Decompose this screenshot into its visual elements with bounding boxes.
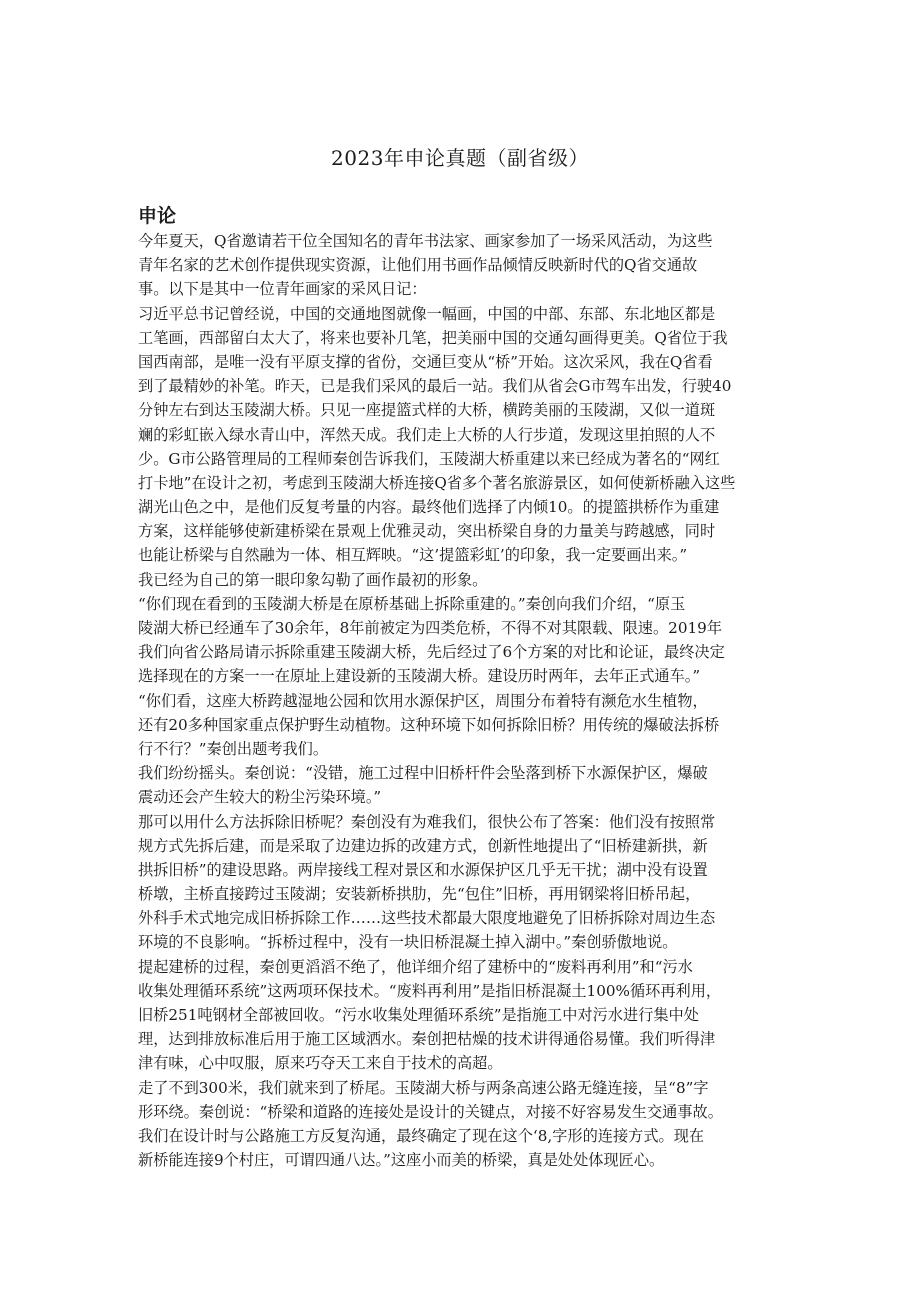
text-line: 我们纷纷摇头。秦创说：“没错，施工过程中旧桥杆件会坠落到桥下水源保护区，爆破 <box>138 764 708 783</box>
text-line: 事。以下是其中一位青年画家的采风日记： <box>138 280 427 299</box>
text-line: 环境的不良影响。“拆桥过程中，没有一块旧桥混凝土掉入湖中。”秦创骄傲地说。 <box>138 933 678 952</box>
text-line: 斓的彩虹嵌入绿水青山中，浑然天成。我们走上大桥的人行步道，发现这里拍照的人不 <box>138 425 716 444</box>
text-line: 我已经为自己的第一眼印象勾勒了画作最初的形象。 <box>138 570 488 589</box>
text-line: 习近平总书记曾经说，中国的交通地图就像一幅画，中国的中部、东部、东北地区都是 <box>138 304 716 323</box>
text-line: 我们向省公路局请示拆除重建玉陵湖大桥，先后经过了6个方案的对比和论证，最终决定 <box>138 643 725 662</box>
text-line: 旧桥251吨钢材全部被回收。“污水收集处理循环系统”是指施工中对污水进行集中处 <box>138 1006 699 1024</box>
text-line: 提起建桥的过程，秦创更滔滔不绝了，他详细介绍了建桥中的“废料再利用”和“污水 <box>138 957 693 976</box>
text-line: 走了不到300米，我们就来到了桥尾。玉陵湖大桥与两条高速公路无缝连接，呈“8”字 <box>138 1078 709 1097</box>
text-line: 方案，这样能够使新建桥梁在景观上优雅灵动，突出桥梁自身的力量美与跨越感，同时 <box>138 522 716 541</box>
text-line: 桥墩，主桥直接跨过玉陵湖；安装新桥拱肋，先“包住”旧桥，再用钢梁将旧桥吊起， <box>138 885 701 904</box>
text-line: 收集处理循环系统”这两项环保技术。“废料再利用”是指旧桥混凝土100%循环再利用， <box>138 981 722 1000</box>
text-line: 规方式先拆后建，而是采取了边建边拆的改建方式，创新性地提出了“旧桥建新拱，新 <box>138 836 708 855</box>
text-line: “你们现在看到的玉陵湖大桥是在原桥基础上拆除重建的。”秦创向我们介绍，“原玉 <box>138 594 686 613</box>
text-line: 打卡地”在设计之初，考虑到玉陵湖大桥连接Q省多个著名旅游景区，如何使新桥融入这些 <box>138 473 736 492</box>
text-line: 湖光山色之中，是他们反复考量的内容。最终他们选择了内倾10。的提篮拱桥作为重建 <box>138 498 720 517</box>
text-line: 理，达到排放标准后用于施工区域洒水。秦创把枯燥的技术讲得通俗易懂。我们听得津 <box>138 1030 716 1049</box>
text-line: 那可以用什么方法拆除旧桥呢？秦创没有为难我们，很快公布了答案：他们没有按照常 <box>138 812 716 831</box>
text-line: 拱拆旧桥”的建设思路。两岸接线工程对景区和水源保护区几乎无干扰；湖中没有设置 <box>138 860 708 879</box>
text-line: 外科手术式地完成旧桥拆除工作……这些技术都最大限度地避免了旧桥拆除对周边生态 <box>138 909 716 928</box>
text-line: 今年夏天，Q省邀请若干位全国知名的青年书法家、画家参加了一场采风活动，为这些 <box>138 232 713 250</box>
text-line: 还有20多种国家重点保护野生动植物。这种环境下如何拆除旧桥？用传统的爆破法拆桥 <box>138 715 720 734</box>
text-line: 津有味，心中叹服，原来巧夺天工来自于技术的高超。 <box>138 1054 503 1073</box>
document-body <box>138 229 800 1172</box>
text-line: 国西南部，是唯一没有平原支撑的省份，交通巨变从“桥”开始。这次采风，我在Q省看 <box>138 352 713 371</box>
text-line: 震动还会产生较大的粉尘污染环境。” <box>138 788 382 807</box>
text-line: 青年名家的艺术创作提供现实资源，让他们用书画作品倾情反映新时代的Q省交通故 <box>138 256 698 275</box>
section-heading: 申论 <box>138 205 177 227</box>
text-line: 形环绕。秦创说：“桥梁和道路的连接处是设计的关键点，对接不好容易发生交通事故。 <box>138 1102 723 1121</box>
text-line: 行不行？”秦创出题考我们。 <box>138 739 329 758</box>
text-line: 少。G市公路管理局的工程师秦创告诉我们，玉陵湖大桥重建以来已经成为著名的“网红 <box>138 449 720 468</box>
text-line: 我们在设计时与公路施工方反复沟通，最终确定了现在这个‘8,字形的连接方式。现在 <box>138 1126 705 1145</box>
text-line: 陵湖大桥已经通车了30余年，8年前被定为四类危桥，不得不对其限载、限速。2019年 <box>138 619 723 637</box>
text-line: 工笔画，西部留白太大了，将来也要补几笔，把美丽中国的交通勾画得更美。Q省位于我 <box>138 328 728 347</box>
text-line: 到了最精妙的补笔。昨天，已是我们采风的最后一站。我们从省会G市驾车出发，行驶40 <box>138 377 732 396</box>
text-line: 分钟左右到达玉陵湖大桥。只见一座提篮式样的大桥，横跨美丽的玉陵湖，又似一道斑 <box>138 401 716 420</box>
text-line: “你们看，这座大桥跨越湿地公园和饮用水源保护区，周围分布着特有濒危水生植物， <box>138 691 708 710</box>
document-title: 2023年申论真题（副省级） <box>331 146 589 170</box>
text-line: 选择现在的方案一一在原址上建设新的玉陵湖大桥。建设历时两年，去年正式通车。” <box>138 667 701 686</box>
text-line: 也能让桥梁与自然融为一体、相互辉映。“这’提篮彩虹’的印象，我一定要画出来。” <box>138 546 688 565</box>
text-line: 新桥能连接9个村庄，可谓四通八达。”这座小而美的桥梁，真是处处体现匠心。 <box>138 1151 665 1170</box>
